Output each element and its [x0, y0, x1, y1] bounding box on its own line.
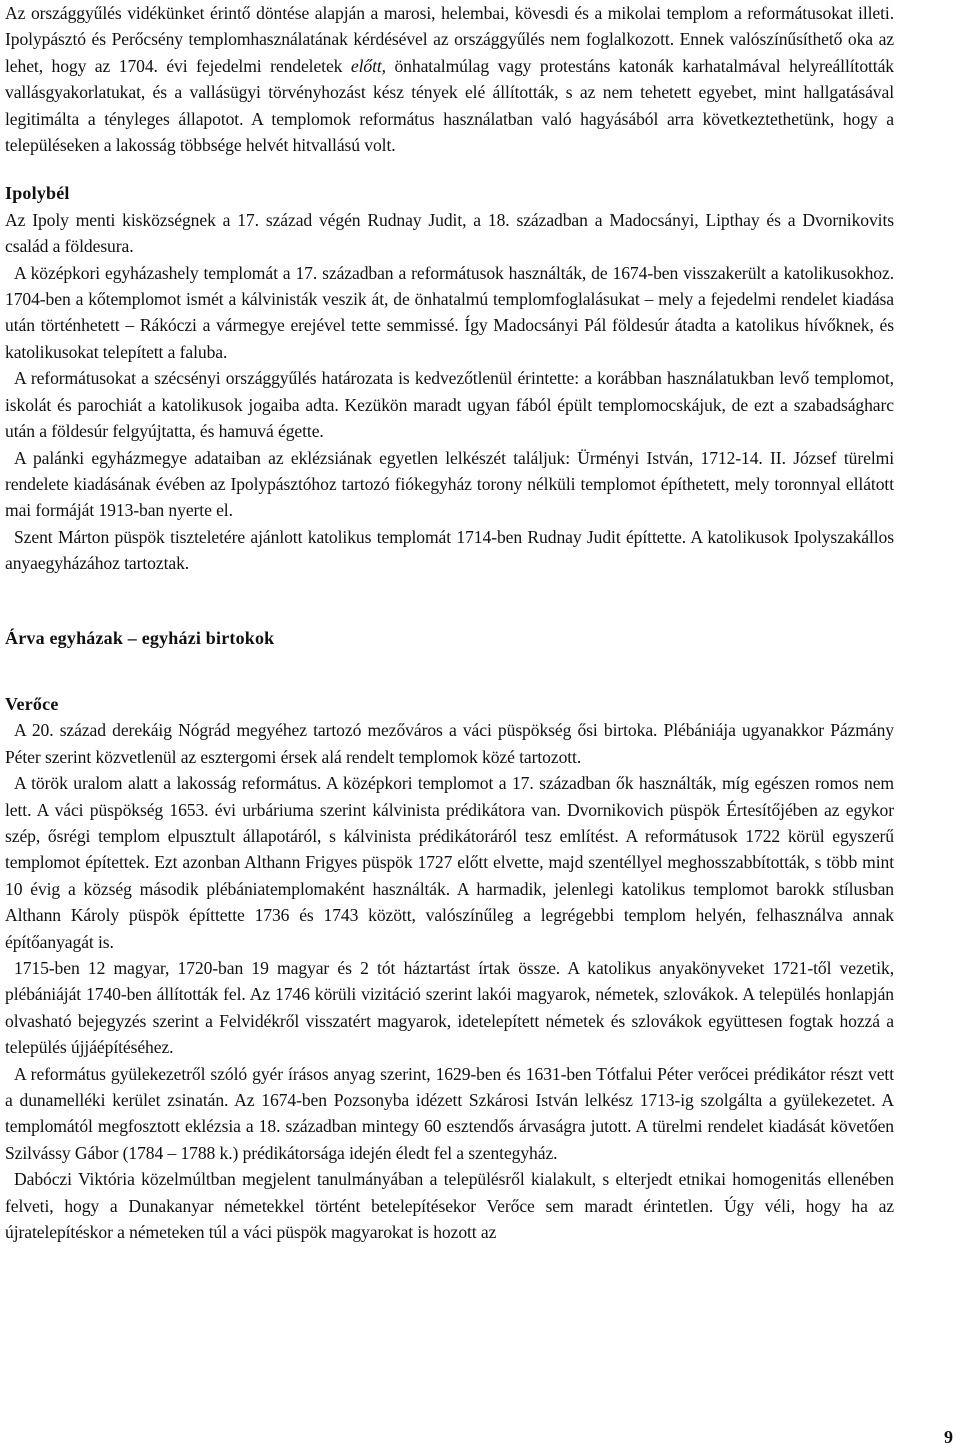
- intro-text-part1: Az országgyűlés vidékünket érintő döntése alapján a marosi, helembai, kövesdi és a mikolai templom a reformátusokat illeti. Ipolypásztó és Perőcsény templomhasználatának kérdésével az országgyűlés nem foglalkozott. Ennek valószínűsíthető oka az lehet, hogy az 1704. évi fejedelmi rendeletek: [5, 3, 894, 76]
- section-heading-arva-egyhazak: Árva egyházak – egyházi birtokok: [5, 627, 275, 648]
- ipolybel-paragraph-5: Szent Márton püspök tiszteletére ajánlott katolikus templomát 1714-ben Rudnay Judit építtette. A katolikusok Ipolyszakállos anyaegyházához tartoztak.: [5, 526, 894, 574]
- ipolybel-paragraph-2: A középkori egyházashely templomát a 17. században a reformátusok használták, de 1674-ben visszakerült a katolikusokhoz. 1704-ben a kőtemplomot ismét a kálvinisták veszik át, de önhatalmú templomfoglalásukat – mely a fejedelmi rendelet kiadása után történhetett – Rákóczi a vármegye erejével tette semmissé. Így Madocsányi Pál földesúr átadta a katolikus hívőknek, és katolikusokat telepített a faluba.: [5, 262, 894, 362]
- section-heading-veroce: Verőce: [5, 693, 59, 714]
- veroce-paragraph-1: A 20. század derekáig Nógrád megyéhez tartozó mezőváros a váci püspökség ősi birtoka. Plébániája ugyanakkor Pázmány Péter szerint közvetlenül az esztergomi érsek alá rendelt templomok közé tartozott.: [5, 720, 894, 767]
- intro-paragraph: [5, 0, 894, 158]
- section-heading-ipolybel: Ipolybél: [5, 183, 70, 204]
- veroce-paragraph-4: A református gyülekezetről szóló gyér írásos anyag szerint, 1629-ben és 1631-ben Tótfalui Péter verőcei prédikátor részt vett a dunamelléki kerület zsinatán. Az 1674-ben Pozsonyba idézett Szkárosi István lelkész 1713-ig szolgálta a gyülekezetet. A templomától megfosztott eklézsia a 18. században mintegy 60 esztendős árvaságra jutott. A türelmi rendelet kiadását követően Szilvássy Gábor (1784 – 1788 k.) prédikátorsága idején éledt fel a szentegyház.: [5, 1063, 894, 1163]
- intro-text-part2: , önhatalmúlag vagy protestáns katonák karhatalmával helyreállították vallásgyakorlatukat, és a vallásügyi törvényhozást kész tények elé állították, s az nem tehetett egyebet, mint hallgatásával legitimálta a tényleges állapotot. A templomok református használatban való hagyásából arra következtethetünk, hogy a településeken a lakosság többsége helvét hitvallású volt.: [5, 55, 894, 156]
- intro-emphasis: előtt: [350, 55, 382, 76]
- ipolybel-paragraph-1: Az Ipoly menti kisközségnek a 17. század végén Rudnay Judit, a 18. században a Madocsányi, Lipthay és a Dvornikovits család a földesura.: [5, 209, 894, 257]
- veroce-paragraph-2: A török uralom alatt a lakosság református. A középkori templomot a 17. században ők használták, míg egészen romos nem lett. A váci püspökség 1653. évi urbáriuma szerint kálvinista prédikátora van. Dvornikovich püspök Értesítőjében az egykor szép, ősrégi templom elpusztult állapotáról, s kálvinista prédikátoráról tesz említést. A reformátusok 1722 körül egyszerű templomot építettek. Ezt azonban Althann Frigyes püspök 1727 előtt elvette, majd szentéllyel meghosszabbították, s több mint 10 évig a község második plébániatemplomaként használták. A harmadik, jelenlegi katolikus templomot barokk stílusban Althann Károly püspök építtette 1736 és 1743 között, valószínűleg a legrégebbi templom helyén, felhasználva annak építőanyagát is.: [5, 773, 894, 952]
- document-page: [5, 0, 894, 1245]
- veroce-paragraph-3: 1715-ben 12 magyar, 1720-ban 19 magyar és 2 tót háztartást írtak össze. A katolikus anyakönyveket 1721-től vezetik, plébániáját 1740-ben állították fel. Az 1746 körüli vizitáció szerint lakói magyarok, németek, szlovákok. A település honlapján olvasható bejegyzés szerint a Felvidékről visszatért magyarok, idetelepített németek és szlovákok együttesen fogtak hozzá a település újjáépítéséhez.: [5, 958, 894, 1058]
- page-number: 9: [944, 1427, 953, 1447]
- ipolybel-paragraph-4: A palánki egyházmegye adataiban az eklézsiának egyetlen lelkészét találjuk: Ürményi István, 1712-14. II. József türelmi rendelete kiadásának évében az Ipolypásztóhoz tartozó fiókegyház torony nélküli templomot építhetett, mely toronnyal ellátott mai formáját 1913-ban nyerte el.: [5, 447, 894, 521]
- veroce-paragraph-5: Dabóczi Viktória közelmúltban megjelent tanulmányában a településről kialakult, s elterjedt etnikai homogenitás ellenében felveti, hogy a Dunakanyar németekkel történt betelepítésekor Verőce sem maradt érintetlen. Úgy véli, hogy ha az újratelepítéskor a németeken túl a váci püspök magyarokat is hozott az: [5, 1169, 894, 1243]
- ipolybel-paragraph-3: A reformátusokat a szécsényi országgyűlés határozata is kedvezőtlenül érintette: a korábban használatukban levő templomot, iskolát és parochiát a katolikusok jogaiba adta. Kezükön maradt ugyan fából épült templomocskájuk, de ezt a szabadságharc után a földesúr felgyújtatta, és hamuvá égette.: [5, 368, 894, 442]
